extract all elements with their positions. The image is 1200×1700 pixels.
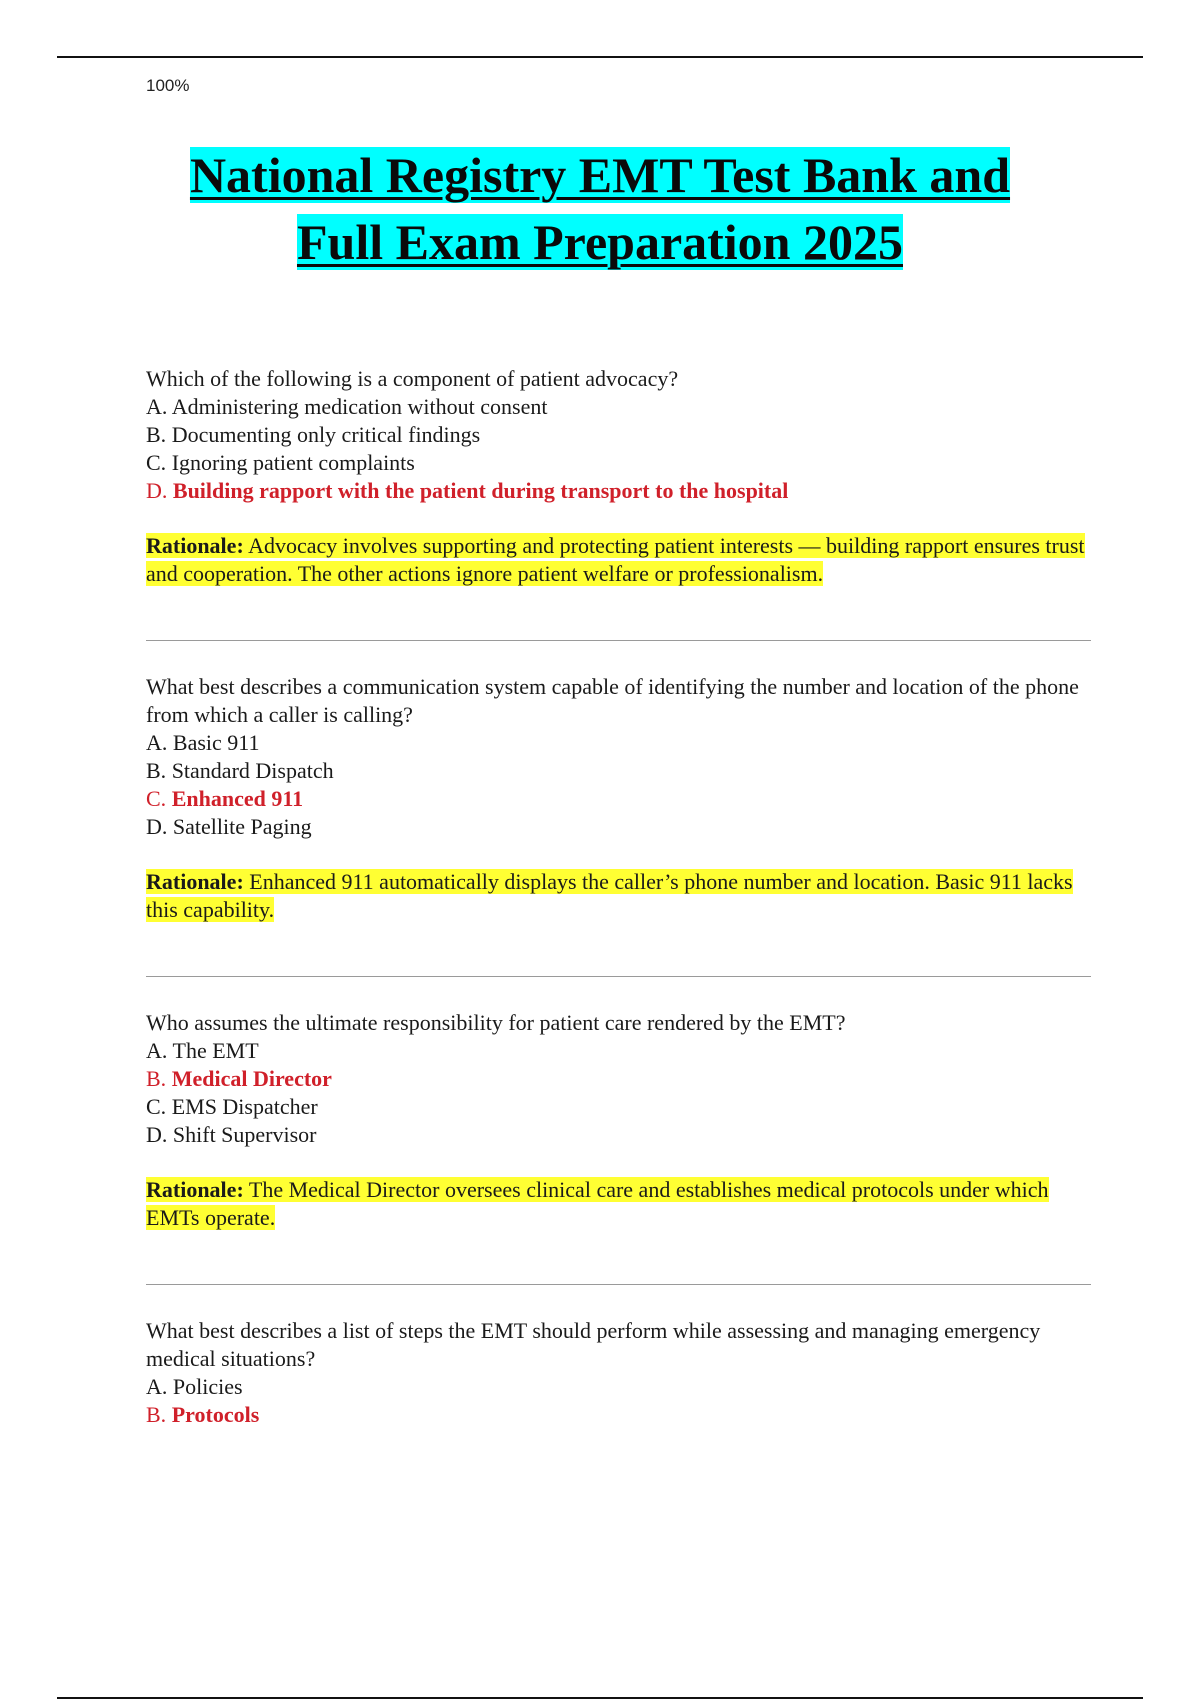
option-letter: A. [146,1038,168,1063]
bottom-rule [57,1697,1143,1699]
option-letter: D. [146,1122,168,1147]
page-title [0,142,1200,276]
option-text: Basic 911 [172,730,260,755]
correct-answer-option [146,785,1091,813]
question-separator [146,1284,1091,1285]
option-text: Ignoring patient complaints [171,450,415,475]
answer-option [146,729,1091,757]
question-list [146,365,1091,1429]
question-block [146,365,1091,588]
rationale [146,532,1091,588]
option-text: Medical Director [171,1066,332,1091]
option-text: Standard Dispatch [171,758,334,783]
answer-option [146,1121,1091,1149]
option-text: Building rapport with the patient during transport to the hospital [172,478,789,503]
option-letter: C. [146,1094,167,1119]
option-letter: B. [146,1066,167,1091]
answer-option [146,421,1091,449]
rationale-text: The Medical Director oversees clinical care and establishes medical protocols under which EMTs operate. [146,1177,1049,1230]
answer-option [146,449,1091,477]
option-letter: B. [146,1402,167,1427]
correct-answer-option [146,1401,1091,1429]
question-separator [146,640,1091,641]
rationale [146,868,1091,924]
option-letter: A. [146,730,168,755]
answer-option [146,1093,1091,1121]
option-letter: C. [146,786,167,811]
option-letter: D. [146,478,168,503]
question-block [146,673,1091,924]
rationale-text: Enhanced 911 automatically displays the caller’s phone number and location. Basic 911 lacks this capability. [146,869,1073,922]
option-letter: D. [146,814,168,839]
option-text: Enhanced 911 [171,786,304,811]
title-line-1: National Registry EMT Test Bank and [189,147,1011,203]
correct-answer-option [146,1065,1091,1093]
question-block [146,1317,1091,1429]
question-text: What best describes a communication system capable of identifying the number and location of the phone from which a caller is calling? [146,674,1079,727]
option-text: EMS Dispatcher [171,1094,318,1119]
question-text: Which of the following is a component of patient advocacy? [146,366,679,391]
option-text: Documenting only critical findings [171,422,481,447]
rationale-label: Rationale: [146,533,244,558]
rationale-label: Rationale: [146,1177,244,1202]
option-text: Protocols [171,1402,260,1427]
answer-option [146,393,1091,421]
answer-option [146,757,1091,785]
question-separator [146,976,1091,977]
question-text: Who assumes the ultimate responsibility for patient care rendered by the EMT? [146,1010,846,1035]
rationale-label: Rationale: [146,869,244,894]
zoom-level: 100% [146,76,190,95]
question-block [146,1009,1091,1232]
option-letter: C. [146,450,167,475]
option-text: Policies [172,1374,243,1399]
option-text: Shift Supervisor [172,1122,317,1147]
option-text: The EMT [172,1038,259,1063]
question-text: What best describes a list of steps the EMT should perform while assessing and managing emergency medical situations? [146,1318,1041,1371]
rationale-text: Advocacy involves supporting and protecting patient interests — building rapport ensures trust and cooperation. The other actions ignore patient welfare or professionalism. [146,533,1085,586]
answer-option [146,1037,1091,1065]
option-letter: B. [146,422,167,447]
correct-answer-option [146,477,1091,505]
rationale [146,1176,1091,1232]
option-letter: A. [146,394,168,419]
answer-option [146,813,1091,841]
title-line-2: Full Exam Preparation 2025 [296,214,903,270]
option-text: Administering medication without consent [171,394,548,419]
option-text: Satellite Paging [172,814,312,839]
top-rule [57,56,1143,58]
option-letter: B. [146,758,167,783]
answer-option [146,1373,1091,1401]
option-letter: A. [146,1374,168,1399]
